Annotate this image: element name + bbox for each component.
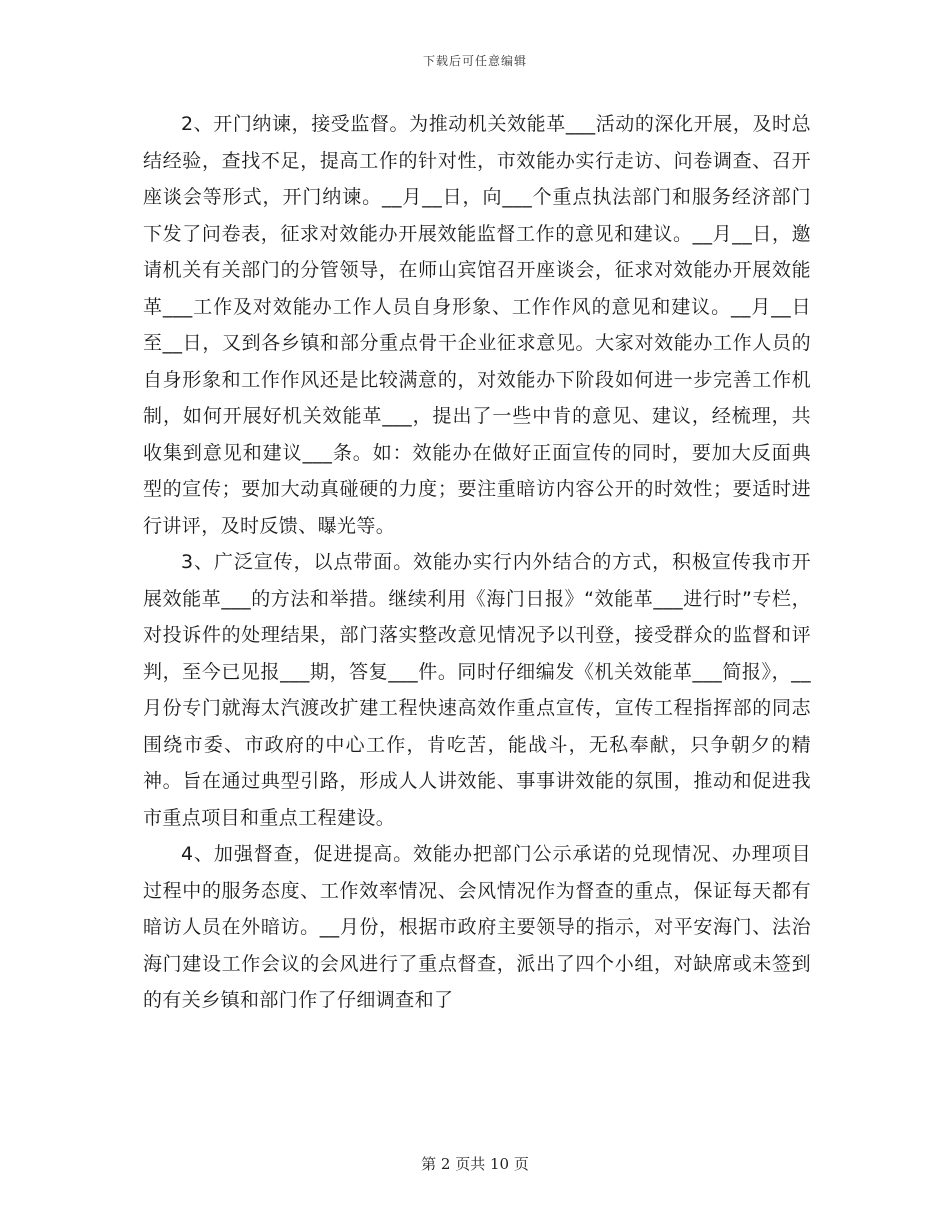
page-header: 下载后可任意编辑 xyxy=(422,54,527,68)
paragraph-3: 3、广泛宣传，以点带面。效能办实行内外结合的方式，积极宣传我市开展效能革___的方法和举措。继续利用《海门日报》“效能革___进行时”专栏，对投诉件的处理结果，部门落实整改意见情况予以刊登，接受群众的监督和评判，至今已见报___期，答复___件。同时仔细编发《机关效能革___简报》，__月份专门就海太汽渡改扩建工程快速高效作重点宣传，宣传工程指挥部的同志围绕市委、市政府的中心工作，肯吃苦，能战斗，无私奉献，只争朝夕的精神。旨在通过典型引路，形成人人讲效能、事事讲效能的氛围，推动和促进我市重点项目和重点工程建设。 xyxy=(143,551,811,829)
document-body xyxy=(143,106,811,1019)
paragraph-4: 4、加强督查，促进提高。效能办把部门公示承诺的兑现情况、办理项目过程中的服务态度、工作效率情况、会风情况作为督查的重点，保证每天都有暗访人员在外暗访。__月份，根据市政府主要领导的指示，对平安海门、法治海门建设工作会议的会风进行了重点督查，派出了四个小组，对缺席或未签到的有关乡镇和部门作了仔细调查和了 xyxy=(143,843,811,1011)
paragraph-2: 2、开门纳谏，接受监督。为推动机关效能革___活动的深化开展，及时总结经验，查找不足，提高工作的针对性，市效能办实行走访、问卷调查、召开座谈会等形式，开门纳谏。__月__日，向___个重点执法部门和服务经济部门下发了问卷表，征求对效能办开展效能监督工作的意见和建议。__月__日，邀请机关有关部门的分管领导，在师山宾馆召开座谈会，征求对效能办开展效能革___工作及对效能办工作人员自身形象、工作作风的意见和建议。__月__日至__日，又到各乡镇和部分重点骨干企业征求意见。大家对效能办工作人员的自身形象和工作作风还是比较满意的，对效能办下阶段如何进一步完善工作机制，如何开展好机关效能革___，提出了一些中肯的意见、建议，经梳理，共收集到意见和建议___条。如：效能办在做好正面宣传的同时，要加大反面典型的宣传；要加大动真碰硬的力度；要注重暗访内容公开的时效性；要适时进行讲评，及时反馈、曝光等。 xyxy=(143,113,811,537)
page-footer: 第 2 页共 10 页 xyxy=(421,1155,529,1173)
